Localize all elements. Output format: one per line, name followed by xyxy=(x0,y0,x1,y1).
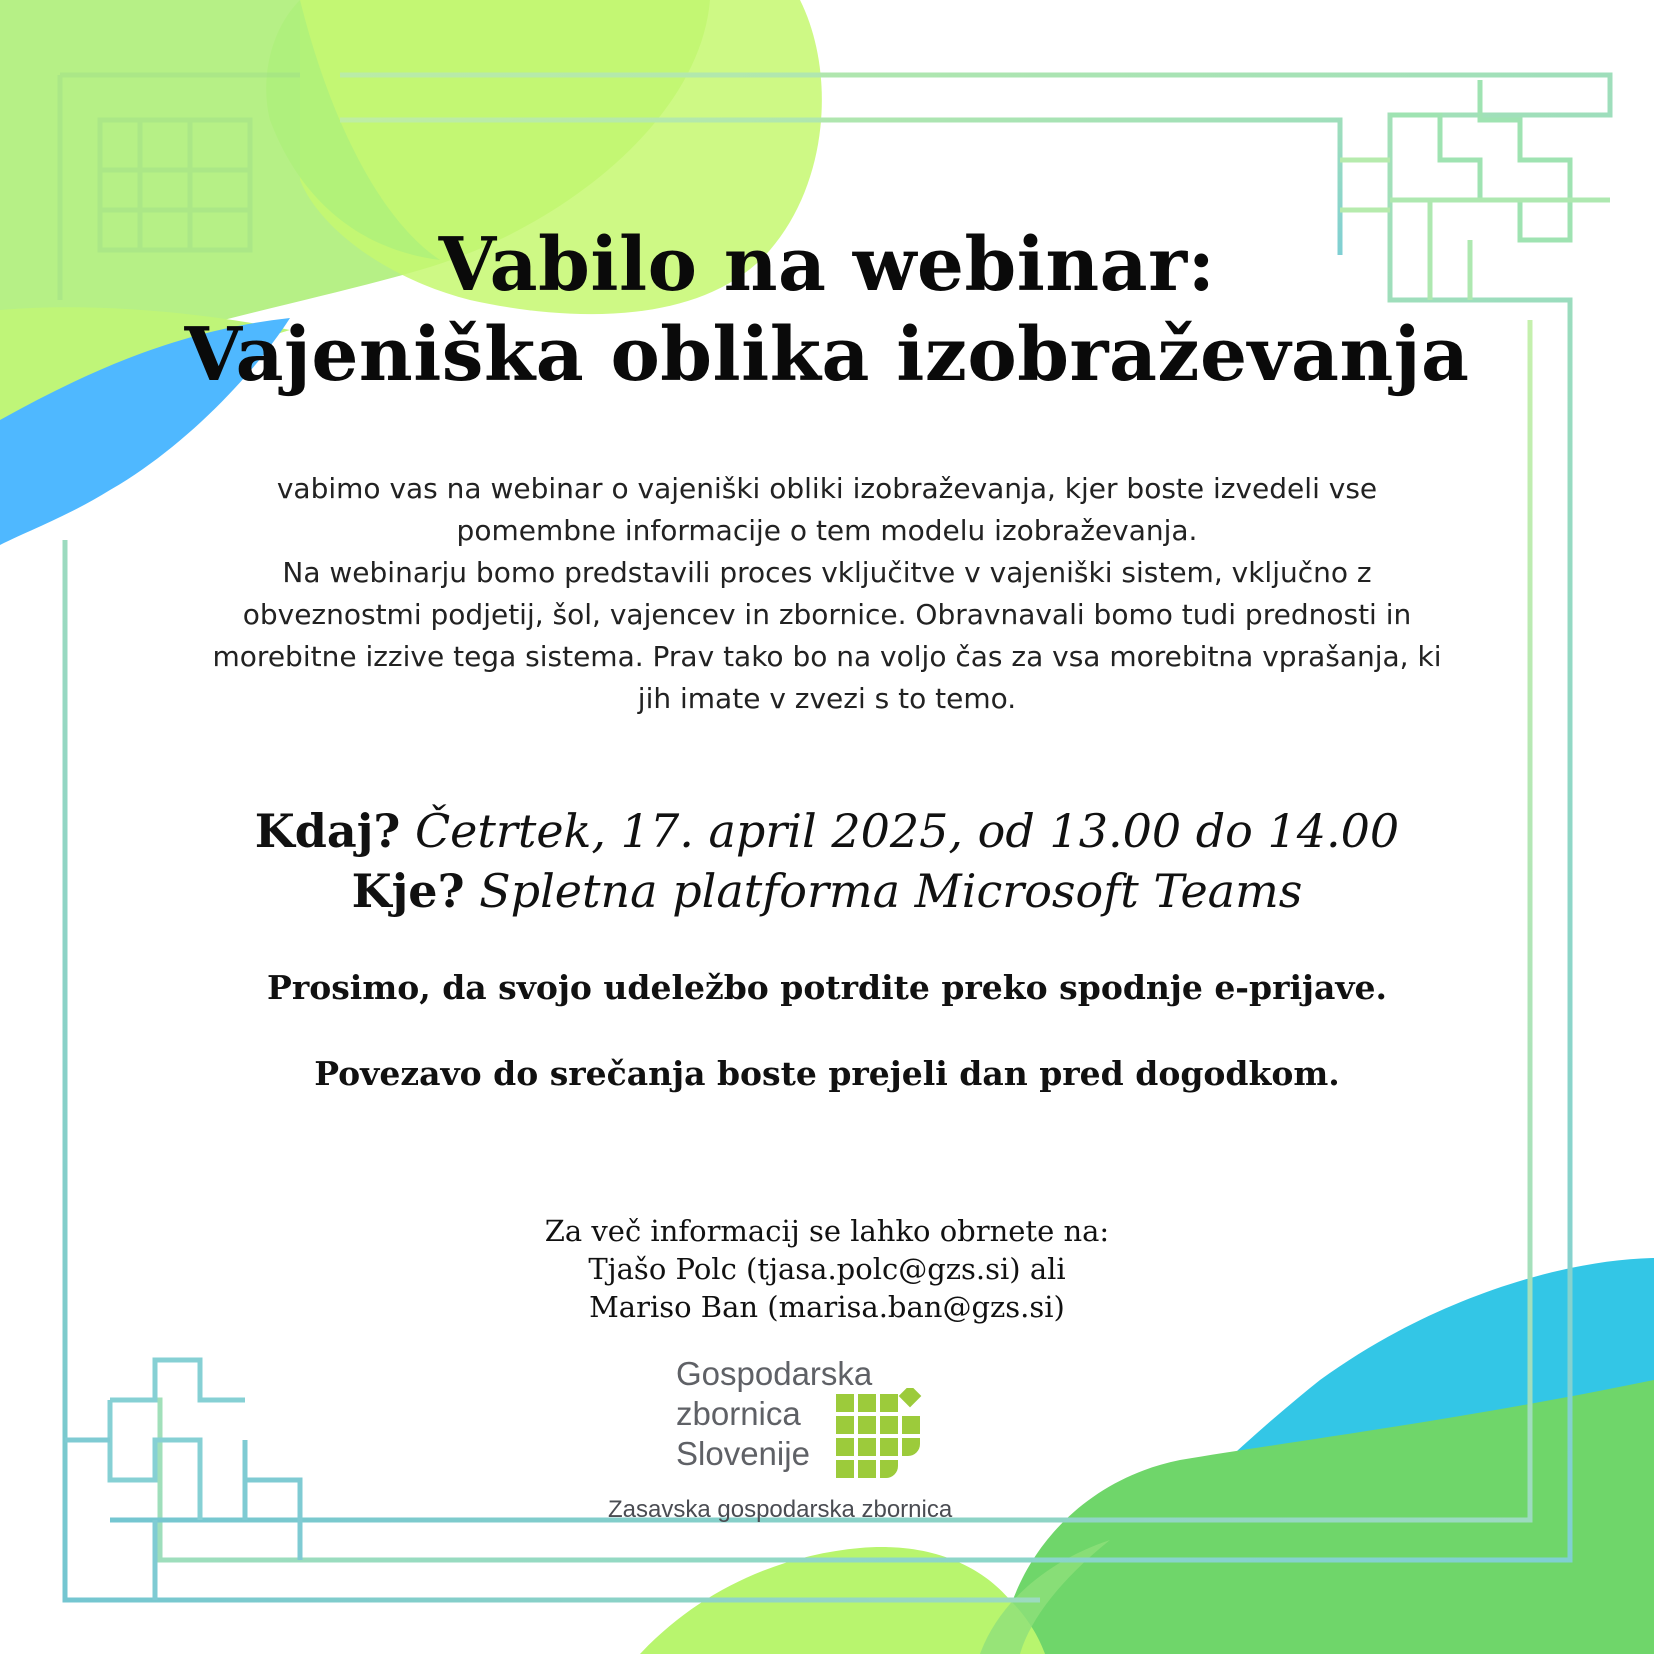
event-where-value: Spletna platforma Microsoft Teams xyxy=(479,864,1303,918)
contact-block xyxy=(0,1212,1654,1326)
event-when xyxy=(0,804,1654,858)
event-when-label: Kdaj? xyxy=(254,804,401,858)
contact-person-2: Mariso Ban (marisa.ban@gzs.si) xyxy=(589,1290,1065,1324)
event-when-value: Četrtek, 17. april 2025, od 13.00 do 14.00 xyxy=(414,804,1400,858)
logo-subtitle: Zasavska gospodarska zbornica xyxy=(608,1496,953,1523)
logo-name-line-3: Slovenije xyxy=(676,1435,810,1472)
registration-note: Prosimo, da svojo udeležbo potrdite preko spodnje e-prijave. xyxy=(267,968,1387,1007)
gzs-logo-icon xyxy=(834,1388,934,1488)
title-line-2: Vajeniška oblika izobraževanja xyxy=(184,312,1470,398)
link-info-note: Povezavo do srečanja boste prejeli dan pred dogodkom. xyxy=(314,1054,1340,1093)
title-line-1: Vabilo na webinar: xyxy=(438,222,1216,308)
intro-paragraph-2: Na webinarju bomo predstavili proces vključitve v vajeniški sistem, vključno z obveznostmi podjetij, šol, vajencev in zbornice. Obravnavali bomo tudi prednosti in morebitne izzive tega sistema. Prav tako bo na voljo čas za vsa morebitna vprašanja, ki jih imate v zvezi s to temo. xyxy=(212,556,1442,715)
event-where-label: Kje? xyxy=(351,864,465,918)
contact-intro: Za več informacij se lahko obrnete na: xyxy=(544,1214,1110,1248)
logo-name-line-2: zbornica xyxy=(676,1395,801,1432)
contact-person-1: Tjašo Polc (tjasa.polc@gzs.si) ali xyxy=(588,1252,1066,1286)
event-where xyxy=(0,864,1654,918)
logo-name-line-1: Gospodarska xyxy=(676,1355,873,1392)
intro-paragraph-1: vabimo vas na webinar o vajeniški obliki izobraževanja, kjer boste izvedeli vse pomembne informacije o tem modelu izobraževanja. xyxy=(276,472,1378,547)
